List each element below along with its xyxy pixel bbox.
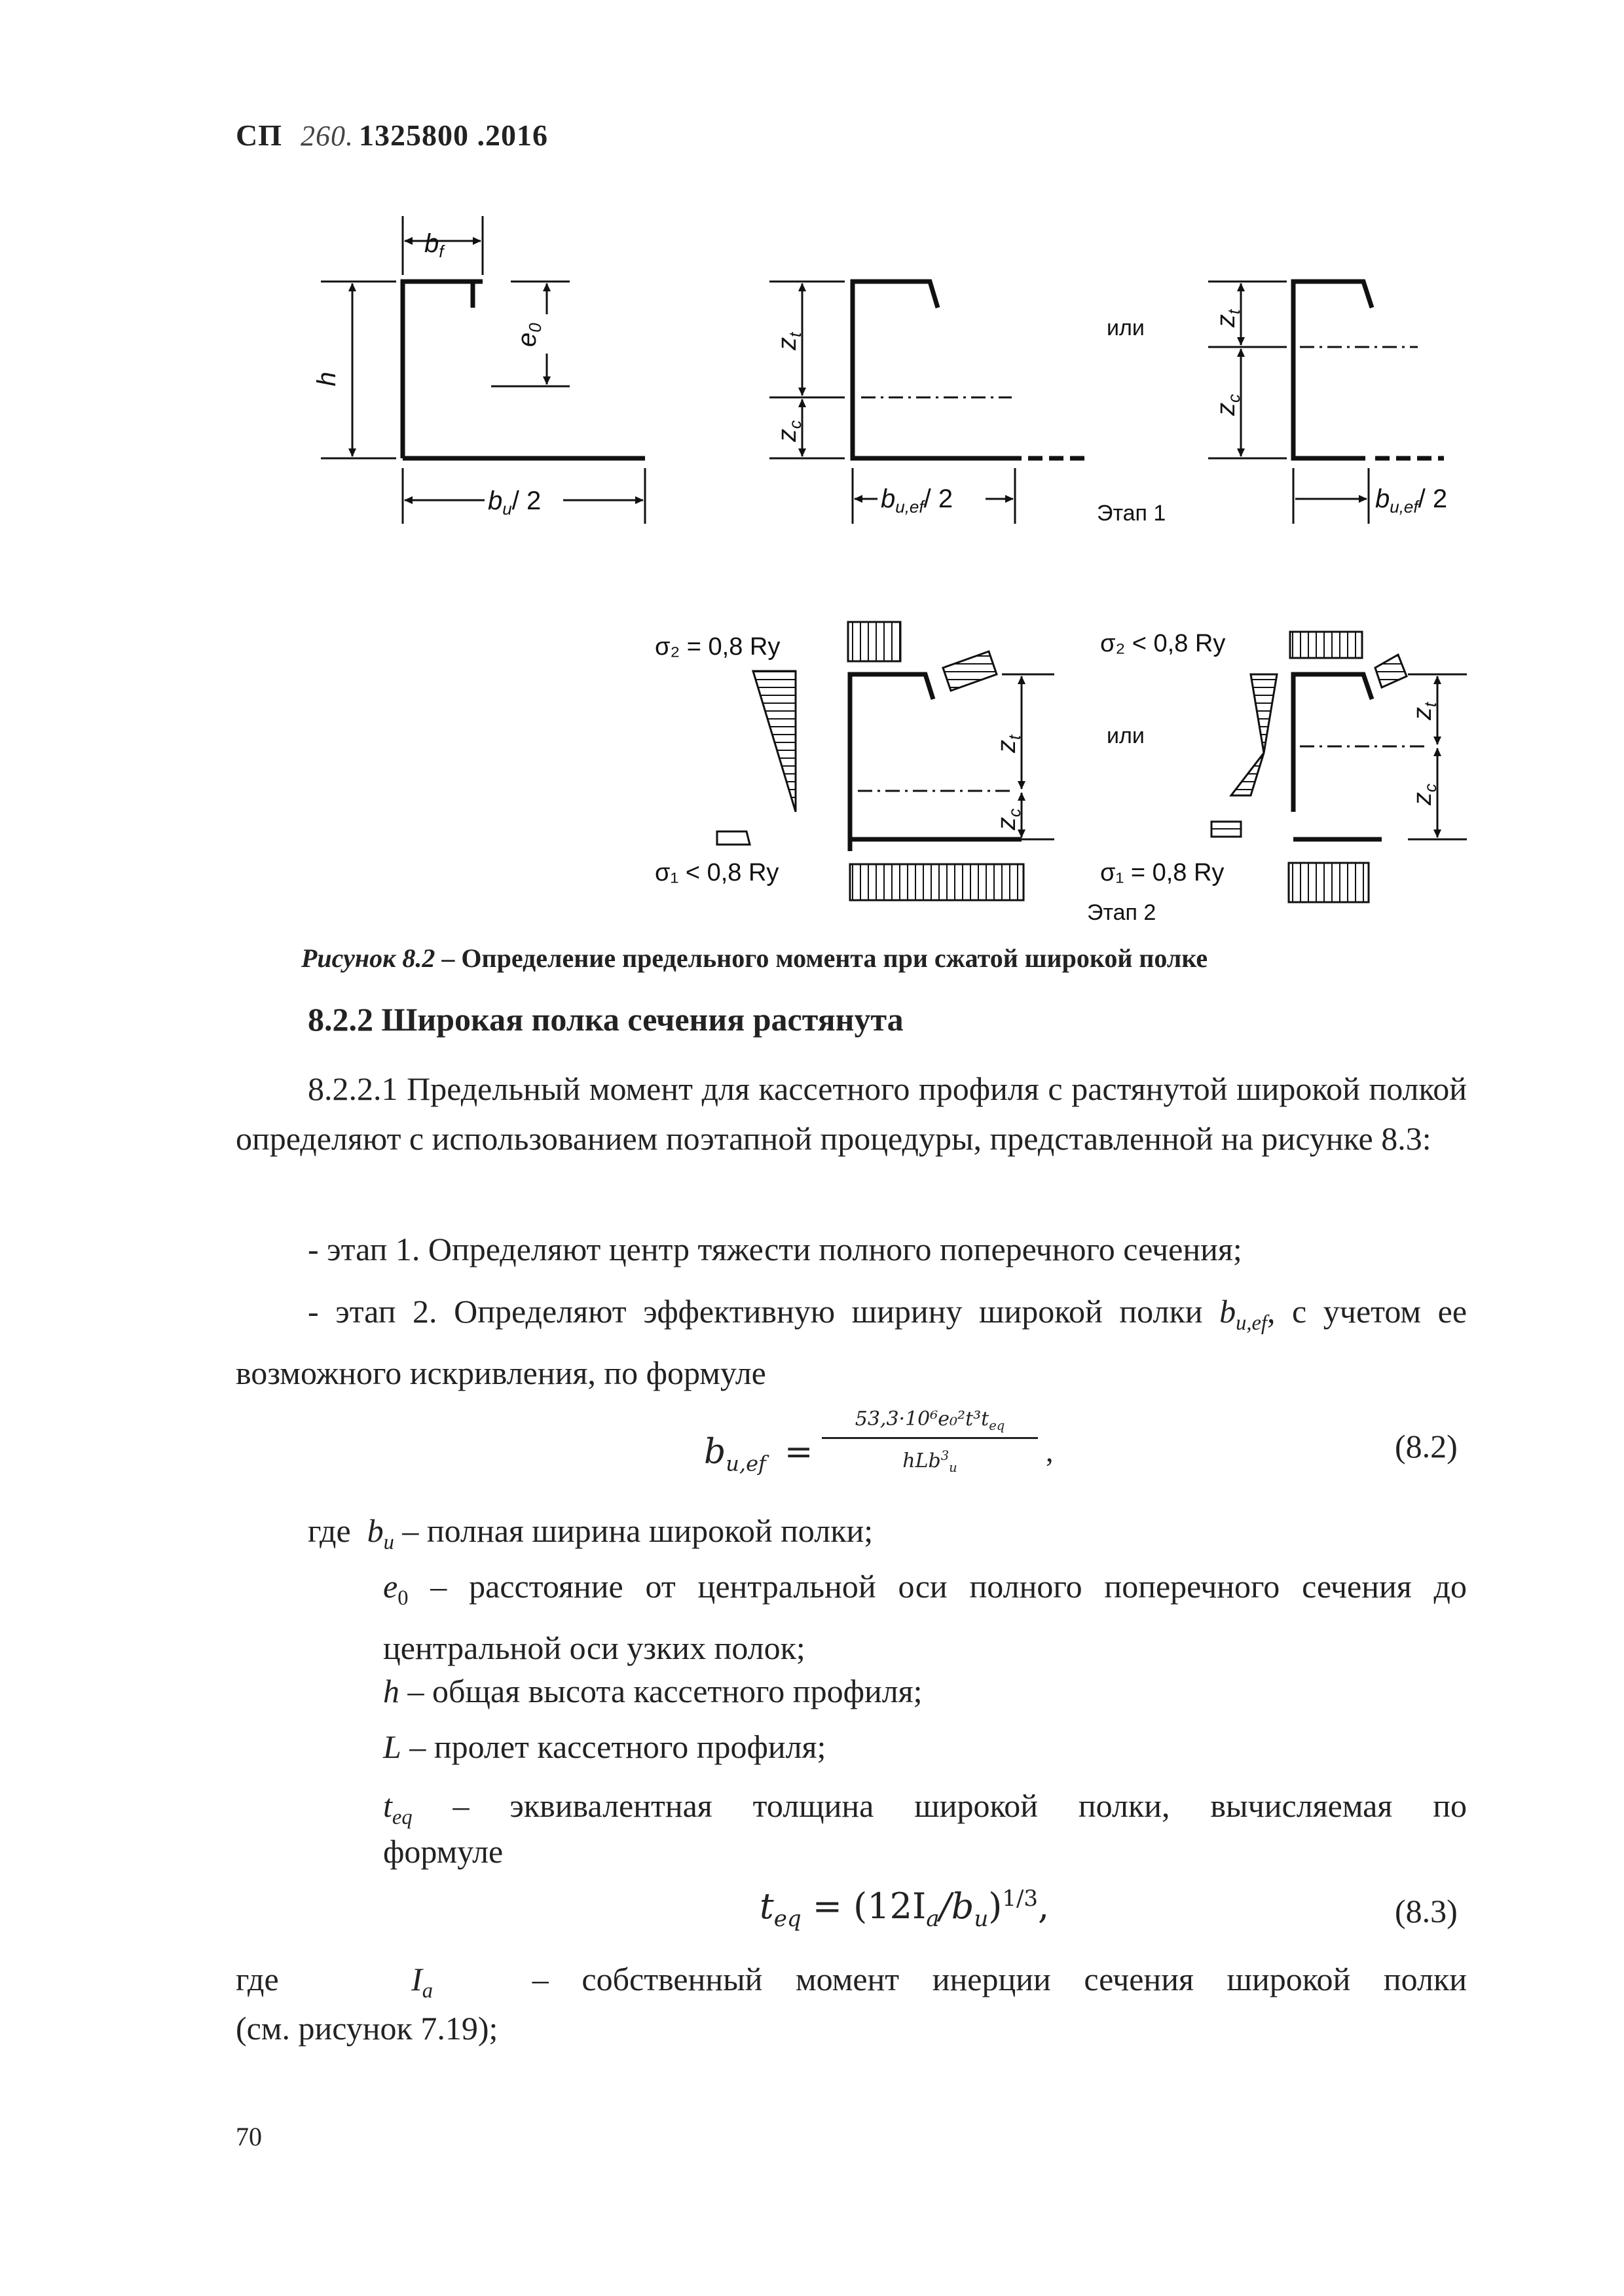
definition-Ia-continued: (см. рисунок 7.19);: [236, 2010, 498, 2047]
formula-8-2-comma: ,: [1046, 1434, 1054, 1468]
label-zc-2: $z_c$: [1211, 394, 1244, 416]
label-h: h: [312, 371, 341, 386]
paragraph-8-2-2-1: 8.2.2.1 Предельный момент для кассетного профиля с растянутой широкой полкой определяют с использованием поэтапной процедуры, представленной на рисунке 8.3:: [236, 1070, 1467, 1157]
label-buef-2: $b_{u,ef}/$ 2: [1375, 484, 1448, 517]
definition-teq-formula-word: формуле: [383, 1833, 504, 1870]
stage1-profile-b: [1208, 282, 1444, 524]
formula-8-3-number: (8.3): [1395, 1893, 1458, 1929]
label-zt-1: $z_t$: [773, 332, 805, 350]
formula-8-2: [704, 1408, 1071, 1493]
label-sigma1-eq: σ₁ = 0,8 Ry: [1100, 859, 1225, 886]
page-number: 70: [236, 2122, 262, 2151]
label-zt-3: $z_t$: [992, 735, 1024, 753]
definition-Ia: где $I_a$ – собственный момент инерции сечения широкой полки: [236, 1961, 1467, 2003]
figure-caption: [301, 943, 1208, 974]
paragraph-stage2: - этап 2. Определяют эффективную ширину широкой полки $b_{u,ef}$, с учетом ее возможного искривления, по формуле: [236, 1293, 1467, 1391]
label-zc-4: $z_c$: [1408, 784, 1440, 805]
formula-8-2-numerator: $53,3\cdot 10^6e_0^2t^3t_{eq}$: [822, 1408, 1038, 1439]
label-buef-1: $b_{u,ef}/$ 2: [881, 484, 953, 517]
caption-prefix: Рисунок 8.2: [301, 943, 435, 973]
definition-L: L – пролет кассетного профиля;: [383, 1728, 826, 1765]
label-zt-4: $z_t$: [1408, 702, 1440, 720]
figure-8-2: [0, 0, 1624, 936]
label-zt-2: $z_t$: [1211, 309, 1244, 327]
formula-8-2-denominator: hLb$^3_u$: [902, 1448, 957, 1475]
label-sigma2-lt: σ₂ < 0,8 Ry: [1100, 630, 1226, 657]
doc-code: 1325800 .2016: [359, 118, 548, 152]
label-or-2: или: [1107, 723, 1145, 748]
label-sigma1-lt: σ₁ < 0,8 Ry: [655, 859, 779, 886]
label-bf: $b_f$: [424, 229, 444, 261]
definition-h: h – общая высота кассетного профиля;: [383, 1673, 923, 1709]
formula-8-3: $t_{eq} = (12I_a/b_u)^{1/3}$,: [760, 1886, 1050, 1932]
label-stage2: Этап 2: [1087, 900, 1156, 925]
label-or-1: или: [1107, 316, 1145, 340]
caption-text: – Определение предельного момента при сжатой широкой полке: [435, 943, 1208, 973]
label-bu2: $b_u/$ 2: [488, 486, 542, 519]
doc-prefix: СП: [236, 118, 282, 152]
paragraph-stage1: - этап 1. Определяют центр тяжести полного поперечного сечения;: [308, 1231, 1242, 1267]
label-e0: $e_0$: [513, 323, 545, 347]
handwritten-number: 260.: [301, 120, 354, 152]
definition-teq: $t_{eq}$ – эквивалентная толщина широкой полки, вычисляемая по: [383, 1787, 1467, 1829]
definition-e0: $e_0$ – расстояние от центральной оси полного поперечного сечения до центральной оси узких полок;: [383, 1568, 1467, 1666]
profile-dimensions: [321, 216, 645, 524]
section-heading: 8.2.2 Широкая полка сечения растянута: [308, 1001, 904, 1038]
label-stage1: Этап 1: [1097, 501, 1166, 526]
formula-8-2-lhs: $b_{u,ef}$ =: [704, 1432, 813, 1476]
label-sigma2-eq: σ₂ = 0,8 Ry: [655, 633, 781, 661]
definition-bu: где $b_u$ – полная ширина широкой полки;: [308, 1512, 874, 1554]
stage2-diagram-b: [1211, 632, 1467, 902]
label-zc-3: $z_c$: [992, 809, 1024, 830]
formula-8-2-number: (8.2): [1395, 1428, 1458, 1465]
label-zc-1: $z_c$: [773, 420, 805, 442]
